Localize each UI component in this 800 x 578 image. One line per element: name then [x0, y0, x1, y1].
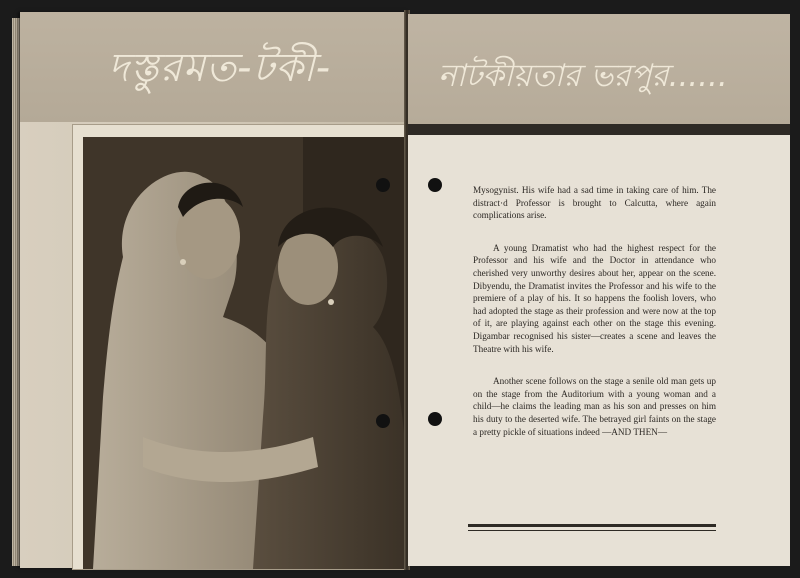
photo-image — [83, 137, 409, 569]
binding-hole-top-left — [376, 178, 390, 192]
right-page-heading: নাটকীয়তার ভরপুর...... — [438, 58, 728, 94]
synopsis-paragraph: Another scene follows on the stage a senile old man gets up on the stage from the Auditorium with a young woman and a child—he claims the leading man as his son and presses on him his duty to the deserted wife. The betrayed girl faints on the stage a pretty pickle of situations indeed —AND THEN— — [473, 376, 716, 437]
footer-rule-thick — [468, 524, 716, 527]
binding-hole-top-right — [428, 178, 442, 192]
left-page — [20, 12, 408, 568]
synopsis-paragraph: Mysogynist. His wife had a sad time in taking care of him. The distract·d Professor is brought to Calcutta, where again complications arise. — [473, 185, 716, 221]
header-rule — [408, 124, 790, 135]
left-page-heading: দস্তুরমত-টকী- — [108, 45, 332, 91]
photo-figures-illustration — [83, 137, 409, 569]
still-photograph — [72, 124, 410, 570]
footer-rule-thin — [468, 530, 716, 531]
synopsis-paragraph: A young Dramatist who had the highest respect for the Professor and his wife and the Doctor in attendance who cherished very unworthy desires about her, appear on the scene. Dibyendu, the Dramatist invites the Professor and his wife to the premiere of a play of his. It so happens the foolish lovers, who had adopted the stage as their profession and were now at the top of it, are playing against each other on the stage this evening. Digambar recognised his sister—creates a scene and leaves the Theatre with his wife. — [473, 242, 716, 354]
binding-hole-bottom-right — [428, 412, 442, 426]
right-page — [408, 14, 790, 566]
binding-hole-bottom-left — [376, 414, 390, 428]
synopsis-text — [473, 184, 716, 458]
